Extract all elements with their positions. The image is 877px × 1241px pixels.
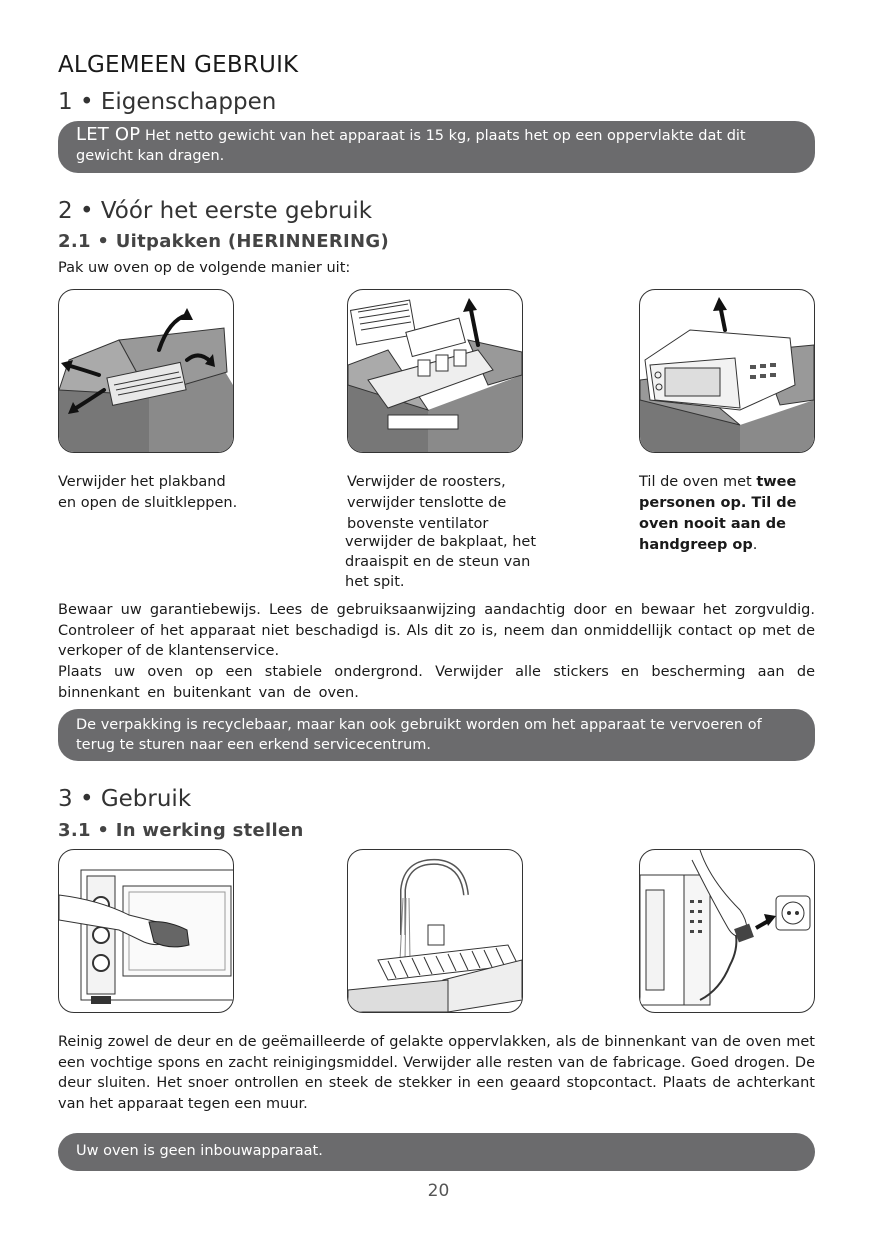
subheading-uitpakken: 2.1 • Uitpakken (HERINNERING) bbox=[58, 231, 389, 252]
caption-open-box: Verwijder het plakband en open de sluitkleppen. bbox=[58, 474, 238, 511]
caption-lift-oven bbox=[639, 472, 819, 556]
warning-note bbox=[58, 121, 815, 173]
caption-remove-plate: verwijder de bakplaat, het draaispit en de steun van het spit. bbox=[345, 534, 536, 590]
page-number: 20 bbox=[427, 1181, 450, 1201]
unpack-lift-oven-illustration bbox=[639, 289, 815, 453]
recycling-note bbox=[58, 709, 815, 761]
racks-drawing bbox=[348, 290, 522, 452]
washing-racks-illustration bbox=[347, 849, 523, 1013]
subheading-in-werking-stellen: 3.1 • In werking stellen bbox=[58, 820, 304, 841]
page-title: ALGEMEEN GEBRUIK bbox=[58, 52, 299, 78]
intro-text: Pak uw oven op de volgende manier uit: bbox=[58, 260, 351, 276]
note-label: LET OP bbox=[76, 124, 141, 145]
caption-lift-oven-bold: twee personen op. Til de oven nooit aan de handgreep op bbox=[639, 474, 797, 553]
builtin-note bbox=[58, 1133, 815, 1171]
plug-socket-illustration bbox=[639, 849, 815, 1013]
open-box-drawing bbox=[59, 290, 233, 452]
cleaning-drawing bbox=[59, 850, 233, 1012]
unpack-open-box-illustration bbox=[58, 289, 234, 453]
caption-remove-racks: Verwijder de roosters, verwijder tenslotte de bovenste ventilator bbox=[347, 474, 507, 532]
lift-oven-drawing bbox=[640, 290, 814, 452]
recycling-note-text: De verpakking is recyclebaar, maar kan ook gebruikt worden om het apparaat te vervoeren of terug te sturen naar een erkend servicecentrum. bbox=[76, 717, 762, 753]
warranty-paragraph: Bewaar uw garantiebewijs. Lees de gebruiksaanwijzing aandachtig door en bewaar het zorgvuldig. Controleer of het apparaat niet beschadigd is. Als dit zo is, neem dan onmiddellijk contact op met de verkoper of de klantenservice. bbox=[58, 602, 815, 659]
section-heading-eerste-gebruik: 2 • Vóór het eerste gebruik bbox=[58, 198, 373, 224]
unpack-remove-racks-illustration bbox=[347, 289, 523, 453]
placement-paragraph: Plaats uw oven op een stabiele ondergrond. Verwijder alle stickers en bescherming aan de binnenkant en buitenkant van de oven. bbox=[58, 664, 815, 701]
caption-lift-oven-post: . bbox=[752, 537, 758, 553]
sink-drawing bbox=[348, 850, 522, 1012]
section-heading-eigenschappen: 1 • Eigenschappen bbox=[58, 89, 277, 115]
caption-lift-oven-pre: Til de oven met bbox=[639, 474, 757, 490]
builtin-note-text: Uw oven is geen inbouwapparaat. bbox=[76, 1143, 323, 1159]
section-heading-gebruik: 3 • Gebruik bbox=[58, 786, 192, 812]
cleaning-oven-illustration bbox=[58, 849, 234, 1013]
plug-drawing bbox=[640, 850, 814, 1012]
note-text: Het netto gewicht van het apparaat is 15 kg, plaats het op een oppervlakte dat dit gewicht kan dragen. bbox=[76, 128, 746, 164]
usage-paragraph: Reinig zowel de deur en de geëmailleerde of gelakte oppervlakken, als de binnenkant van de oven met een vochtige spons en zacht reinigingsmiddel. Verwijder alle resten van de fabricage. Goed drogen. De deur sluiten. Het snoer ontrollen en steek de stekker in een geaard stopcontact. Plaats de achterkant van het apparaat tegen een muur. bbox=[58, 1034, 815, 1112]
